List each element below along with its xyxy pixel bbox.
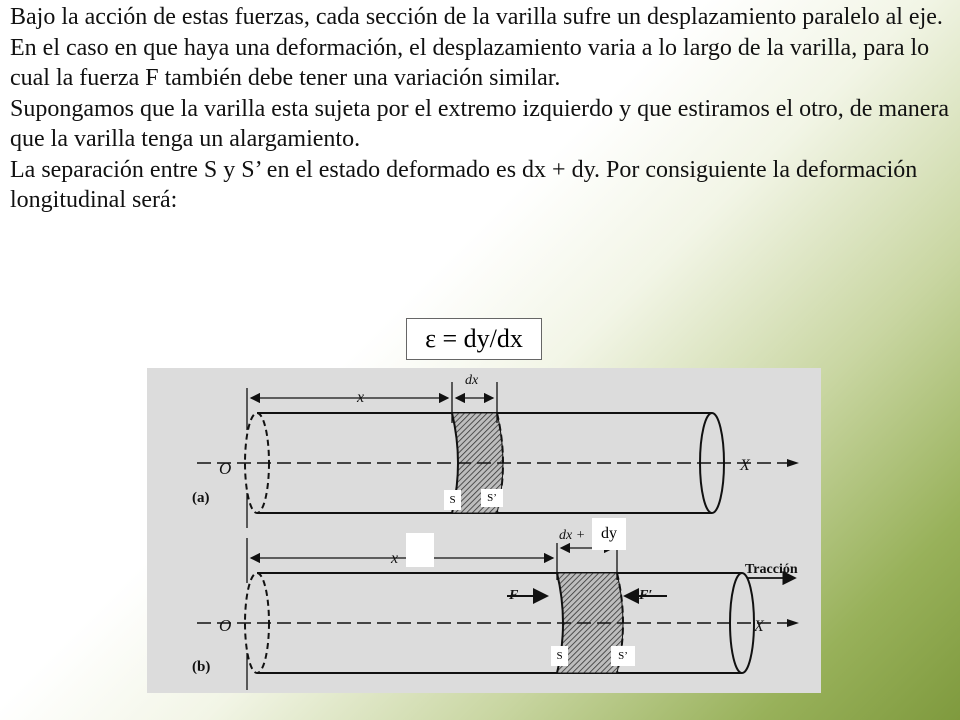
- panel-a-s-label: S: [444, 490, 461, 510]
- panel-a-origin-label: O: [219, 459, 232, 478]
- paragraph-2: Supongamos que la varilla esta sujeta por el extremo izquierdo y que estiramos el otro, de manera que la varilla tenga un alargamiento.: [10, 95, 950, 152]
- panel-b-origin-label: O: [219, 616, 232, 635]
- panel-a-axis-label: X: [740, 457, 750, 474]
- panel-a-s-prime-label: S’: [481, 489, 503, 507]
- panel-b-x-mask: [406, 533, 434, 567]
- panel-b-axis-label: X: [754, 618, 764, 635]
- panel-a-x-label: x: [357, 389, 365, 406]
- paragraph-3: La separación entre S y S’ en el estado deformado es dx + dy. Por consiguiente la deformación longitudinal será:: [10, 156, 918, 213]
- panel-a-label: (a): [192, 490, 210, 506]
- paragraph-1: Bajo la acción de estas fuerzas, cada sección de la varilla sufre un desplazamiento paralelo al eje. En el caso en que haya una deformación, el desplazamiento varia a lo largo de la varilla, para lo cual la fuerza F también debe tener una variación similar.: [10, 4, 943, 91]
- panel-b-x-label: x: [391, 550, 399, 567]
- panel-b-f-label: F: [509, 588, 519, 603]
- panel-b-rod: [197, 573, 799, 673]
- panel-a-dx-label: dx: [465, 373, 479, 388]
- strain-formula: ε = dy/dx: [406, 318, 542, 360]
- panel-b-label: (b): [192, 659, 211, 675]
- panel-b-dy-box: dy: [592, 518, 626, 550]
- rod-deformation-figure: [147, 368, 821, 693]
- panel-b-s-label: S: [551, 646, 568, 666]
- body-text: [10, 2, 955, 216]
- panel-b-dx-label: dx +: [559, 528, 586, 543]
- panel-b-s-prime-label: S’: [611, 646, 635, 666]
- panel-b-traccion-label: Tracción: [745, 562, 798, 577]
- panel-b-f-prime-label: F′: [639, 588, 653, 603]
